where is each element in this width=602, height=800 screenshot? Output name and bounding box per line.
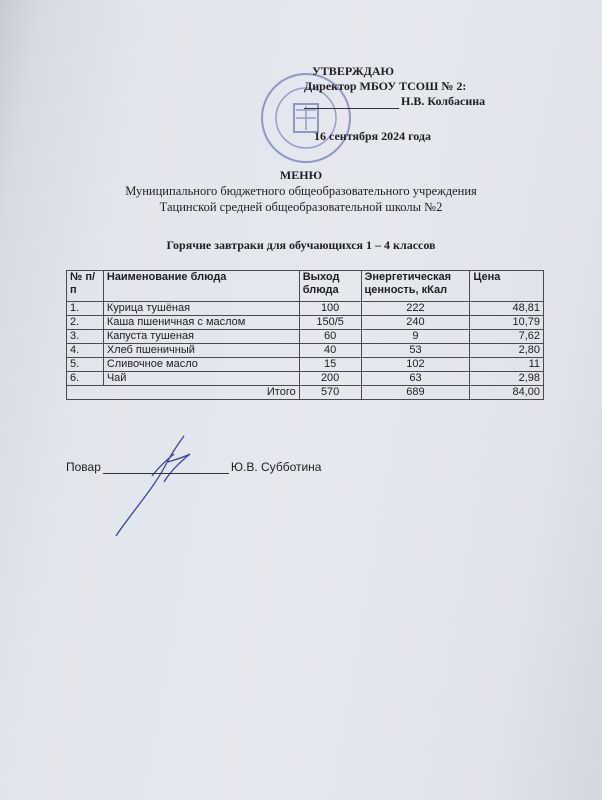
total-portion: 570	[299, 386, 361, 400]
row-energy: 222	[361, 302, 470, 316]
table-header-row	[67, 271, 544, 302]
header-energy: Энергетическая ценность, кКал	[361, 271, 470, 302]
row-energy: 102	[361, 358, 470, 372]
org-name-line2: Тацинской средней общеобразовательной школы №2	[159, 200, 443, 214]
approval-title: УТВЕРЖДАЮ	[312, 64, 395, 78]
row-price: 10,79	[470, 316, 544, 330]
row-number: 2.	[67, 316, 104, 330]
approval-position: Директор МБОУ ТСОШ № 2:	[304, 79, 467, 93]
table-row	[67, 358, 544, 372]
row-price: 48,81	[470, 302, 544, 316]
row-portion: 40	[299, 344, 361, 358]
cook-signature	[112, 432, 222, 542]
table-row	[67, 330, 544, 344]
cook-signature-line	[66, 460, 321, 474]
row-number: 1.	[67, 302, 104, 316]
table-row	[67, 372, 544, 386]
menu-table	[66, 270, 544, 400]
row-energy: 9	[361, 330, 470, 344]
cook-underline	[103, 461, 229, 474]
row-portion: 60	[299, 330, 361, 344]
approval-signature-line	[300, 94, 530, 109]
approval-date: 16 сентября 2024 года	[314, 129, 431, 143]
row-energy: 53	[361, 344, 470, 358]
row-number: 4.	[67, 344, 104, 358]
row-dish-name: Чай	[103, 372, 299, 386]
row-dish-name: Хлеб пшеничный	[103, 344, 299, 358]
row-number: 3.	[67, 330, 104, 344]
page-title: МЕНЮ	[279, 168, 323, 182]
header-price: Цена	[470, 271, 544, 302]
row-energy: 240	[361, 316, 470, 330]
total-energy: 689	[361, 386, 470, 400]
row-dish-name: Сливочное масло	[103, 358, 299, 372]
header-dish-name: Наименование блюда	[103, 271, 299, 302]
signature-underline	[304, 108, 399, 109]
total-price: 84,00	[470, 386, 544, 400]
row-energy: 63	[361, 372, 470, 386]
row-portion: 15	[299, 358, 361, 372]
row-portion: 100	[299, 302, 361, 316]
total-label: Итого	[67, 386, 300, 400]
row-dish-name: Курица тушёная	[103, 302, 299, 316]
cook-name: Ю.В. Субботина	[230, 460, 322, 474]
row-number: 6.	[67, 372, 104, 386]
org-name-line1: Муниципального бюджетного общеобразовательного учреждения	[125, 184, 477, 198]
row-portion: 200	[299, 372, 361, 386]
table-total-row	[67, 386, 544, 400]
menu-subtitle: Горячие завтраки для обучающихся 1 – 4 классов	[166, 238, 436, 252]
header-portion: Выход блюда	[299, 271, 361, 302]
table-row	[67, 344, 544, 358]
row-dish-name: Капуста тушеная	[103, 330, 299, 344]
row-number: 5.	[67, 358, 104, 372]
row-price: 7,62	[470, 330, 544, 344]
row-price: 2,98	[470, 372, 544, 386]
director-name: Н.В. Колбасина	[401, 94, 486, 108]
table-row	[67, 302, 544, 316]
row-price: 2,80	[470, 344, 544, 358]
approval-block	[300, 64, 530, 144]
row-portion: 150/5	[299, 316, 361, 330]
table-row	[67, 316, 544, 330]
row-dish-name: Каша пшеничная с маслом	[103, 316, 299, 330]
cook-label: Повар	[66, 460, 101, 474]
header-number: № п/п	[67, 271, 104, 302]
row-price: 11	[470, 358, 544, 372]
